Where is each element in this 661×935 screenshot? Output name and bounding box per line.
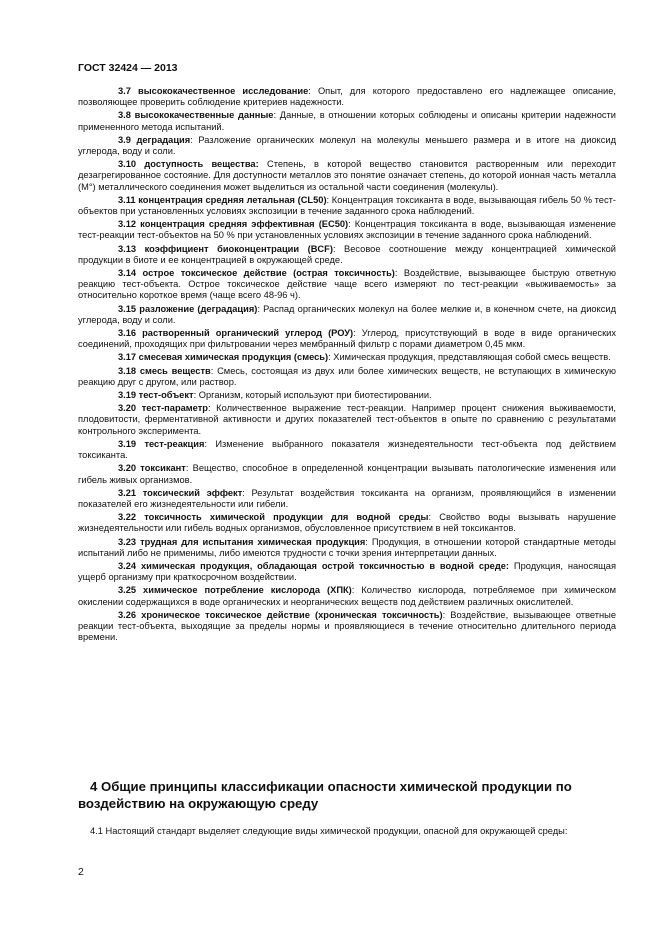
definition-term: 3.8 высококачественные данные [118, 110, 274, 121]
definition-term: 3.19 тест-объект [118, 390, 194, 401]
definition-text: : Химическая продукция, представляющая собой смесь веществ. [328, 352, 611, 363]
definition-item [78, 135, 616, 157]
definition-term: 3.13 коэффициент биоконцентрации (BCF) [118, 243, 333, 254]
definition-item [78, 610, 616, 644]
definition-term: 3.17 смесевая химическая продукция (смесь) [118, 352, 329, 363]
definition-item [78, 219, 616, 241]
definition-term: 3.11 концентрация средняя летальная (CL50) [118, 194, 327, 205]
section-heading: 4 Общие принципы классификации опасности химической продукции по воздействию на окружающую среду [78, 779, 572, 811]
definition-term: 3.18 смесь веществ [118, 365, 211, 376]
definition-term: 3.23 трудная для испытания химическая продукция [118, 536, 366, 547]
definition-item [78, 304, 616, 326]
definition-item [78, 403, 616, 437]
definition-item [78, 390, 616, 401]
definition-term: 3.7 высококачественное исследование [118, 86, 309, 96]
definition-item [78, 585, 616, 607]
definition-text: : Данные, в отношении которых соблюдены и описаны критерии надежности примененного метода испытаний. [78, 110, 616, 132]
definition-text: : Свойство воды вызывать нарушение жизнедеятельности или гибель водных организмов, обусловленное присутствием в ней токсикантов. [78, 512, 616, 534]
definition-text: : Весовое соотношение между концентрацией химической продукции в биоте и ее концентрацией в окружающей среде. [78, 243, 616, 265]
definition-item [78, 488, 616, 510]
definition-term: 3.21 токсический эффект [118, 487, 243, 498]
paragraph-4-1: 4.1 Настоящий стандарт выделяет следующие виды химической продукции, опасной для окружающей среды: [90, 826, 568, 836]
definition-text: : Организм, который используют при биотестировании. [193, 390, 432, 401]
definition-term: 3.26 хроническое токсическое действие (хроническая токсичность) [118, 609, 443, 620]
definition-item [78, 561, 616, 583]
definition-item [78, 159, 616, 193]
definition-term: 3.10 доступность вещества: [118, 159, 259, 170]
definition-text: : Количество кислорода, потребляемое при химическом окислении содержащихся в воде органических и неорганических веществ под действием различных окислителей. [78, 585, 616, 607]
definition-term: 3.20 токсикант [118, 463, 186, 474]
paragraph-4-1-block [78, 826, 616, 837]
definition-item [78, 366, 616, 388]
definition-text: : Воздействие, вызывающее быструю ответную реакцию тест-объекта. Острое токсическое действие чаще всего измеряют по тест-реакции «выживаемость» за относительно короткое время (чаще всего 48-96 ч). [78, 268, 616, 301]
definition-term: 3.24 химическая продукция, обладающая острой токсичностью в водной среде: [118, 560, 510, 571]
definition-item [78, 328, 616, 350]
definition-text: : Опыт, для которого предоставлено его надлежащее описание, позволяющее проверить соблюдение критериев надежности. [78, 86, 616, 108]
definition-item [78, 439, 616, 461]
definition-text: : Концентрация токсиканта в воде, вызывающая изменение тест-реакции тест-объектов на 50 % при установленных условиях экспозиции в течение заданного срока наблюдений. [78, 219, 616, 241]
definition-item [78, 352, 616, 363]
document-header: ГОСТ 32424 — 2013 [78, 62, 178, 74]
section-heading-block [78, 778, 616, 812]
definition-term: 3.9 деградация [118, 134, 191, 145]
page-number: 2 [78, 866, 84, 878]
definition-item [78, 512, 616, 534]
definition-text: : Воздействие, вызывающее ответные реакции тест-объекта, выходящие за пределы нормы и проявляющиеся в течение относительно длительного периода времени. [78, 609, 616, 643]
definition-text: Продукция, наносящая ущерб организму при краткосрочном воздействии. [78, 560, 616, 583]
definition-term: 3.16 растворенный органический углерод (РОУ) [118, 328, 354, 339]
definition-item [78, 537, 616, 559]
definition-term: 3.19 тест-реакция [118, 438, 205, 449]
definition-text: : Распад органических молекул на более мелкие и, в конечном счете, на диоксид углерода, воду и соли. [78, 303, 616, 325]
definition-term: 3.12 концентрация средняя эффективная (EC50) [118, 219, 349, 230]
definition-text: : Вещество, способное в определенной концентрации вызывать патологические изменения или гибель живых организмов. [78, 463, 616, 485]
definition-text: Степень, в которой вещество становится растворенным или переходит дезагрегированное состояние. Для доступности металлов это понятие означает степень, до которой ионная часть металла (М°) металлического соединения может выделиться из остальной части соединения (молекулы). [78, 159, 616, 192]
definition-item [78, 463, 616, 485]
definition-item [78, 195, 616, 217]
definitions-list [78, 86, 616, 643]
definition-item [78, 110, 616, 132]
definition-text: : Изменение выбранного показателя жизнедеятельности тест-объекта под действием токсиканта. [78, 438, 616, 461]
definition-term: 3.15 разложение (деградация) [118, 303, 258, 314]
definition-text: : Концентрация токсиканта в воде, вызывающая гибель 50 % тест-объектов при установленных условиях экспозиции в течение заданного срока наблюдений. [78, 194, 616, 217]
definition-term: 3.25 химическое потребление кислорода (ХПК) [118, 585, 352, 596]
definition-item [78, 244, 616, 266]
definition-term: 3.20 тест-параметр [118, 403, 208, 414]
definition-text: : Смесь, состоящая из двух или более химических веществ, не вступающих в химическую реакцию друг с другом, или раствор. [78, 365, 616, 387]
definition-item [78, 86, 616, 108]
definition-text: : Количественное выражение тест-реакции. Например процент снижения выживаемости, плодовитости, ферментативной активности и других показателей тест-объектов в опыте по сравнению с результатами контрольного эксперимента. [78, 403, 616, 436]
definition-term: 3.14 острое токсическое действие (острая токсичность) [118, 268, 395, 279]
definition-text: : Разложение органических молекул на молекулы меньшего размера и в итоге на диоксид углерода, воду и соли. [78, 134, 616, 157]
definition-text: : Углерод, присутствующий в воде в виде органических соединений, проходящих при фильтровании через мембранный фильтр с порами диаметром 0,45 мкм. [78, 328, 616, 350]
definition-term: 3.22 токсичность химической продукции для водной среды [118, 512, 429, 523]
definition-text: : Результат воздействия токсиканта на организм, проявляющийся в изменении показателей его жизнедеятельности или гибели. [78, 487, 616, 509]
definition-text: : Продукция, в отношении которой стандартные методы испытаний либо не применимы, либо имеются трудности с точки зрения интерпретации данных. [78, 536, 616, 558]
definition-item [78, 268, 616, 302]
